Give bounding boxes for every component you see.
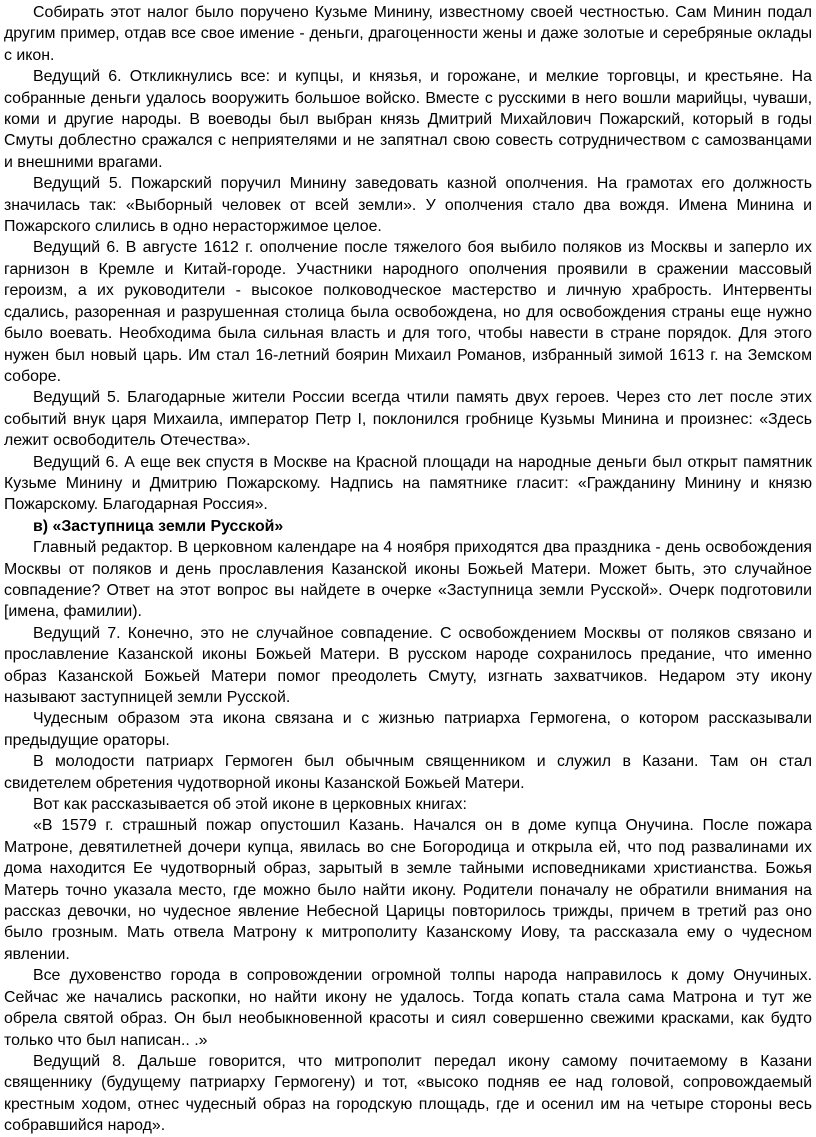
paragraph-host6-militia: Ведущий 6. Откликнулись все: и купцы, и князья, и горожане, и мелкие торговцы, и крестьяне. На собранные деньги удалось вооружить большое войско. Вместе с русскими в него вошли марийцы, чуваши, коми и другие народы. В воеводы был выбран князь Дмитрий Михайлович Пожарский, который в годы Смуты доблестно сражался с неприятелями и не запятнал свою совесть сотрудничеством с самозванцами и внешними врагами.: [4, 68, 812, 171]
paragraph-host6-liberation: Ведущий 6. В августе 1612 г. ополчение после тяжелого боя выбило поляков из Москвы и заперло их гарнизон в Кремле и Китай-городе. Участники народного ополчения проявили в сражении массовый героизм, а их руководители - высокое полководческое мастерство и личную храбрость. Интервенты сдались, разоренная и разрушенная столица была освобождена, но для освобождения страны еще нужно было воевать. Необходима была сильная власть и для того, чтобы навести в стране порядок. Для этого нужен был новый царь. Им стал 16-летний боярин Михаил Романов, избранный зимой 1613 г. на Земском соборе.: [4, 239, 812, 385]
paragraph-hermogenes-youth: В молодости патриарх Гермоген был обычным священником и служил в Казани. Там он стал свидетелем обретения чудотворной иконы Казанской Божьей Матери.: [4, 753, 812, 792]
paragraph-hermogenes-link: Чудесным образом эта икона связана и с жизнью патриарха Гермогена, о котором рассказывали предыдущие ораторы.: [4, 710, 812, 749]
paragraph-church-books-intro: Вот как рассказывается об этой иконе в церковных книгах:: [33, 796, 467, 814]
paragraph-host7-icon: Ведущий 7. Конечно, это не случайное совпадение. С освобождением Москвы от поляков связано и прославление Казанской иконы Божьей Матери. В русском народе сохранилось предание, что именно образ Казанской Божьей Матери помог преодолеть Смуту, изгнать захватчиков. Недаром эту икону называют заступницей земли Русской.: [4, 624, 812, 706]
paragraph-host8-procession: Ведущий 8. Дальше говорится, что митрополит передал икону самому почитаемому в Казани священнику (будущему патриарху Гермогену) и тот, «высоко подняв ее над головой, сопровождаемый крестным ходом, отнес чудесный образ на городскую площадь, где и осенил им на четыре стороны весь собравшийся народ».: [4, 1052, 812, 1135]
paragraph-icon-found: Все духовенство города в сопровождении огромной толпы народа направилось к дому Онучиных. Сейчас же начались раскопки, но найти икону не удалось. Тогда копать стала сама Матрона и тут же обрела святой образ. Он был необыкновенной красоты и сиял совершенно свежими красками, как будто только что был написан.. .»: [4, 967, 812, 1049]
paragraph-chief-editor: Главный редактор. В церковном календаре на 4 ноября приходятся два праздника - день освобождения Москвы от поляков и день прославления Казанской иконы Божьей Матери. Может быть, это случайное совпадение? Ответ на этот вопрос вы найдете в очерке «Заступница земли Русской». Очерк подготовили [имена, фамилии).: [4, 539, 812, 621]
section-heading: в) «Заступница земли Русской»: [33, 517, 284, 535]
paragraph-host5-memory: Ведущий 5. Благодарные жители России всегда чтили память двух героев. Через сто лет после этих событий внук царя Михаила, император Петр I, поклонился гробнице Кузьмы Минина и произнес: «Здесь лежит освободитель Отечества».: [4, 389, 812, 450]
paragraph-host5-treasury: Ведущий 5. Пожарский поручил Минину заведовать казной ополчения. На грамотах его должность значилась так: «Выборный человек от всей земли». У ополчения стало два вождя. Имена Минина и Пожарского слились в одно нерасторжимое целое.: [4, 175, 812, 236]
paragraph-host6-monument: Ведущий 6. А еще век спустя в Москве на Красной площади на народные деньги был открыт памятник Кузьме Минину и Дмитрию Пожарскому. Надпись на памятнике гласит: «Гражданину Минину и князю Пожарскому. Благодарная Россия».: [4, 453, 812, 514]
paragraph-tax-collection: Собирать этот налог было поручено Кузьме Минину, известному своей честностью. Сам Минин подал другим пример, отдав все свое имение - деньги, драгоценности жены и даже золотые и серебряные оклады с икон.: [4, 4, 812, 64]
paragraph-fire-story: «В 1579 г. страшный пожар опустошил Казань. Начался он в доме купца Онучина. После пожара Матроне, девятилетней дочери купца, явилась во сне Богородица и открыла ей, что под развалинами их дома находится Ее чудотворный образ, зарытый в земле тайными исповедниками христианства. Божья Матерь точно указала место, где можно было найти икону. Родители поначалу не обратили внимания на рассказ девочки, но чудесное явление Небесной Царицы повторилось трижды, причем в третий раз оно было грозным. Мать отвела Матрону к митрополиту Казанскому Иову, та рассказала ему о чудесном явлении.: [4, 817, 812, 963]
